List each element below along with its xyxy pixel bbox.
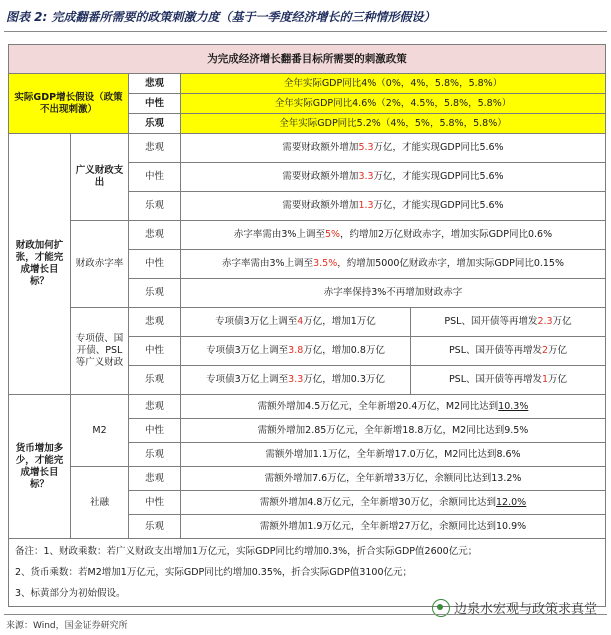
special-bond-cell <box>181 308 411 337</box>
scenario-label: 中性 <box>129 419 181 443</box>
scenario-label: 乐观 <box>129 366 181 395</box>
psl-cell <box>411 337 606 366</box>
highlight-number: 5.3 <box>358 142 374 153</box>
cell-text: 需要财政额外增加 <box>282 142 359 153</box>
scenario-label: 中性 <box>129 94 181 114</box>
cell-text: 需额外增加1.1万亿，全年新增17.0万亿，M2同比达到 <box>265 448 497 460</box>
cell-text: ，约增加2万亿财政赤字，增加实际GDP同比0.6% <box>340 229 553 240</box>
highlight-number: 8.6% <box>496 448 521 460</box>
cell-text: 专项债3万亿上调至 <box>206 374 289 385</box>
fiscal-section-label: 专项债、国开债、PSL等广义财政 <box>71 308 129 395</box>
policy-table <box>8 44 606 607</box>
table-header: 为完成经济增长翻番目标所需要的刺激政策 <box>9 45 606 74</box>
highlight-number: 13.2% <box>491 472 522 484</box>
cell-text: PSL、国开债等再增发 <box>448 374 542 385</box>
fiscal-cell <box>181 192 606 221</box>
highlight-number: 1 <box>542 374 549 385</box>
fiscal-section-label: 广义财政支出 <box>71 134 129 221</box>
gdp-assumption-cell: 全年实际GDP同比4.6%（2%，4.5%，5.8%，5.8%） <box>181 94 606 114</box>
monetary-question-label: 货币增加多少，才能完成增长目标？ <box>9 395 71 539</box>
scenario-label: 悲观 <box>129 467 181 491</box>
cell-text: 赤字率需由3%上调至 <box>233 229 325 240</box>
monetary-cell <box>181 467 606 491</box>
scenario-label: 乐观 <box>129 515 181 539</box>
cell-text: 专项债3万亿上调至 <box>206 345 289 356</box>
special-bond-cell <box>181 366 411 395</box>
cell-text: 万亿 <box>552 316 572 327</box>
gdp-assumption-cell: 全年实际GDP同比5.2%（4%，5%，5.8%，5.8%） <box>181 114 606 134</box>
highlight-number: 9.5% <box>504 424 529 436</box>
cell-text: 专项债3万亿上调至 <box>215 316 298 327</box>
cell-text: 万亿，才能实现GDP同比5.6% <box>373 200 504 211</box>
highlight-number: 2.3 <box>537 316 553 327</box>
note-line: 备注：1、财政乘数：若广义财政支出增加1万亿元，实际GDP同比约增加0.3%，折合实际GDP值2600亿元； <box>15 546 478 557</box>
source-note: 来源：Wind，国金证券研究所 <box>6 621 128 631</box>
footer-divider <box>4 614 607 615</box>
table-notes <box>9 539 606 607</box>
monetary-cell <box>181 491 606 515</box>
scenario-label: 乐观 <box>129 443 181 467</box>
scenario-label: 悲观 <box>129 395 181 419</box>
scenario-label: 悲观 <box>129 221 181 250</box>
highlight-number: 2 <box>542 345 549 356</box>
scenario-label: 乐观 <box>129 114 181 134</box>
cell-text: PSL、国开债等再增发 <box>444 316 538 327</box>
cell-text: 需额外增加4.5万亿元，全年新增20.4万亿，M2同比达到 <box>257 400 499 412</box>
scenario-label: 中性 <box>129 337 181 366</box>
highlight-number: 12.0% <box>496 496 527 508</box>
monetary-section-label: 社融 <box>71 467 129 539</box>
fiscal-cell <box>181 134 606 163</box>
cell-text: 万亿 <box>548 374 568 385</box>
cell-text: 需要财政额外增加 <box>282 200 359 211</box>
scenario-label: 悲观 <box>129 74 181 94</box>
highlight-number: 3.3 <box>288 374 304 385</box>
scenario-label: 乐观 <box>129 192 181 221</box>
cell-text: 万亿，增加0.8万亿 <box>303 345 385 356</box>
monetary-section-label: M2 <box>71 395 129 467</box>
cell-text: 需额外增加7.6万亿，全年新增33万亿，余额同比达到 <box>264 472 492 484</box>
fiscal-question-label: 财政加何扩张，才能完成增长目标？ <box>9 134 71 395</box>
scenario-label: 悲观 <box>129 308 181 337</box>
caption-divider <box>4 31 607 32</box>
monetary-cell <box>181 515 606 539</box>
monetary-cell <box>181 395 606 419</box>
psl-cell <box>411 308 606 337</box>
gdp-assumption-cell: 全年实际GDP同比4%（0%，4%，5.8%，5.8%） <box>181 74 606 94</box>
monetary-cell <box>181 419 606 443</box>
cell-text: 需要财政额外增加 <box>282 171 359 182</box>
fiscal-section-label: 财政赤字率 <box>71 221 129 308</box>
fiscal-cell <box>181 279 606 308</box>
monetary-cell <box>181 443 606 467</box>
scenario-label: 悲观 <box>129 134 181 163</box>
cell-text: 需额外增加1.9万亿元，全年新增27万亿，余额同比达到 <box>259 520 497 532</box>
cell-text: 需额外增加4.8万亿元，全年新增30万亿，余额同比达到 <box>259 496 497 508</box>
fiscal-cell <box>181 250 606 279</box>
scenario-label: 乐观 <box>129 279 181 308</box>
highlight-number: 3.3 <box>358 171 374 182</box>
watermark-text: 边泉水宏观与政策求真堂 <box>453 602 597 617</box>
highlight-number: 4 <box>297 316 304 327</box>
psl-cell <box>411 366 606 395</box>
highlight-number: 5% <box>324 229 341 240</box>
highlight-number: 1.3 <box>358 200 374 211</box>
highlight-number: 3.5% <box>313 258 338 269</box>
cell-text: 万亿 <box>548 345 568 356</box>
cell-text: 赤字率保持3%不再增加财政赤字 <box>323 287 463 298</box>
cell-text: 赤字率需由3%上调至 <box>222 258 314 269</box>
scenario-label: 中性 <box>129 491 181 515</box>
highlight-number: 10.3% <box>498 400 529 412</box>
scenario-label: 中性 <box>129 250 181 279</box>
cell-text: 万亿，增加1万亿 <box>303 316 376 327</box>
special-bond-cell <box>181 337 411 366</box>
cell-text: 万亿，增加0.3万亿 <box>303 374 385 385</box>
cell-text: 万亿，才能实现GDP同比5.6% <box>373 171 504 182</box>
cell-text: 需额外增加2.85万亿元，全年新增18.8万亿，M2同比达到 <box>257 424 505 436</box>
fiscal-cell <box>181 163 606 192</box>
fiscal-cell <box>181 221 606 250</box>
note-line: 3、标黄部分为初始假设。 <box>15 588 126 599</box>
cell-text: PSL、国开债等再增发 <box>448 345 542 356</box>
scenario-label: 中性 <box>129 163 181 192</box>
figure-caption: 图表 2: 完成翻番所需要的政策刺激力度（基于一季度经济增长的三种情形假设） <box>6 10 436 24</box>
cell-text: ，約增加5000亿财政赤字，增加实际GDP同比0.15% <box>337 258 564 269</box>
cell-text: 万亿，才能实现GDP同比5.6% <box>373 142 504 153</box>
highlight-number: 3.8 <box>288 345 304 356</box>
gdp-assumption-label: 实际GDP增长假设（政策不出现刺激） <box>9 74 129 134</box>
highlight-number: 10.9% <box>496 520 527 532</box>
note-line: 2、货币乘数：若M2增加1万亿元，实际GDP同比约增加0.35%，折合实际GDP值3100亿元； <box>15 567 412 578</box>
